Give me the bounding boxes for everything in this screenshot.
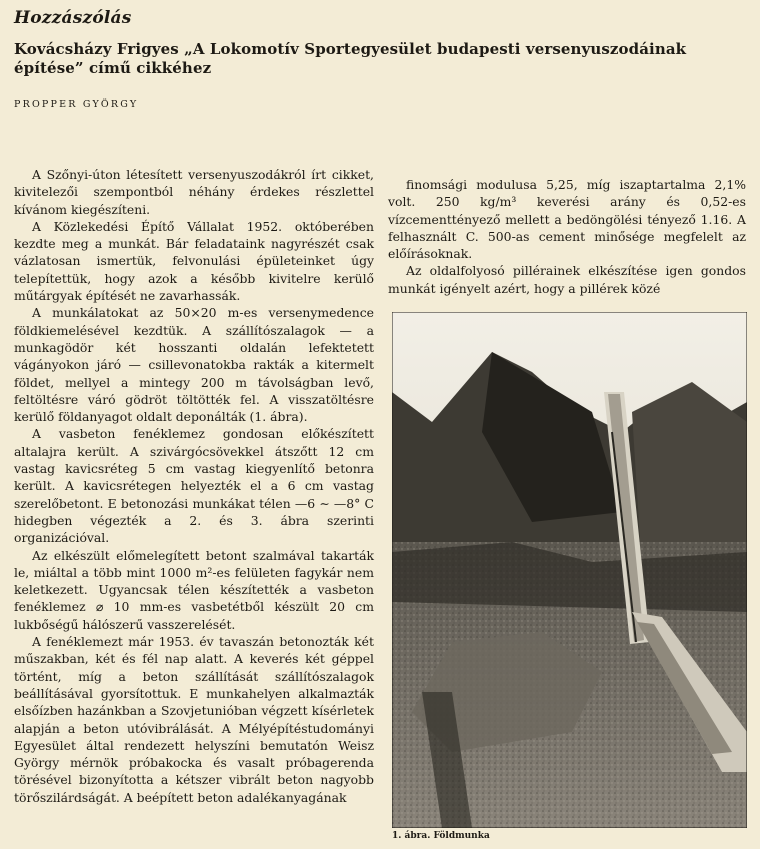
paragraph: A vasbeton fenéklemez gondosan előkészített altalajra került. A szivárgócsövekkel átszőtt 12 cm vastag kavicsréteg 5 cm vastag kiegyenlítő betonra került. A kavicsrétegen helyezték el a 6 cm vastag szerelőbetont. E betonozási munkákat télen —6 ∼ —8° C hidegben végezték a 2. és 3. ábra szerinti organizációval.: [14, 426, 374, 546]
paragraph: A fenéklemezt már 1953. év tavaszán betonozták két műszakban, két és fél nap alatt. A keverés két géppel történt, míg a beton szállítását szállítószalagok beállításával gyorsítottuk. E munkahelyen alkalmazták elsőízben hazánkban a Szovjetunióban végzett kísérletek alapján a beton utóvibrálását. A Mélyépítéstudományi Egyesület által rendezett helyszíni bemutatón Weisz György mérnök próbakocka és vasalt próbagerenda törésével bizonyította a kétszer vibrált beton nagyobb törőszilárdságát. A beépített beton adalékanyagának: [14, 634, 374, 805]
left-column: [14, 166, 374, 806]
paragraph: Az elkészült előmelegített betont szalmával takarták le, miáltal a több mint 1000 m²-es felületen fagykár nem keletkezett. Ugyancsak télen készítették a vasbeton fenéklemez ⌀ 10 mm-es vasbetétből készült 20 cm lukbőségű hálószerű vasszerelését.: [14, 547, 374, 632]
photo-illustration: [392, 312, 747, 828]
paragraph: finomsági modulusa 5,25, míg iszaptartalma 2,1% volt. 250 kg/m³ keverési arány és 0,52-es vízcementtényező mellett a bedöngölési tényező 1.16. A felhasznált C. 500-as cement minősége megfelelt az előírásoknak.: [388, 177, 746, 262]
section-title: Hozzászólás: [14, 8, 132, 28]
right-column: [388, 176, 746, 297]
paragraph: A munkálatokat az 50×20 m-es versenymedence földkiemelésével kezdtük. A szállítószalagok — a munkagödör két hosszanti oldalán lefektetett vágányokon járó — csillevonatokba rakták a kitermelt földet, mellyel a mintegy 200 m távolságban levő, feltöltésre váró gödröt töltötték fel. A visszatöltésre kerülő földanyagot oldalt deponálták (1. ábra).: [14, 305, 374, 425]
author-name: PROPPER GYÖRGY: [14, 99, 139, 110]
paragraph: Az oldalfolyosó pillérainek elkészítése igen gondos munkát igényelt azért, hogy a pillérek közé: [388, 263, 746, 296]
earthwork-photo: [392, 312, 747, 828]
article-title: Kovácsházy Frigyes „A Lokomotív Sportegyesület budapesti versenyuszodáinak építése” című cikkéhez: [14, 40, 687, 77]
paragraph: A Szőnyi-úton létesített versenyuszodákról írt cikket, kivitelezői szempontból néhány érdekes részlettel kívánom kiegészíteni.: [14, 167, 374, 217]
paragraph: A Közlekedési Építő Vállalat 1952. októberében kezdte meg a munkát. Bár feladataink nagyrészét csak vázlatosan ismertük, felvonulási épületeinket úgy telepítettük, hogy azok a később kivitelre kerülő műtárgyak építését ne zavarhassák.: [14, 218, 374, 304]
figure-caption: 1. ábra. Földmunka: [392, 831, 490, 841]
